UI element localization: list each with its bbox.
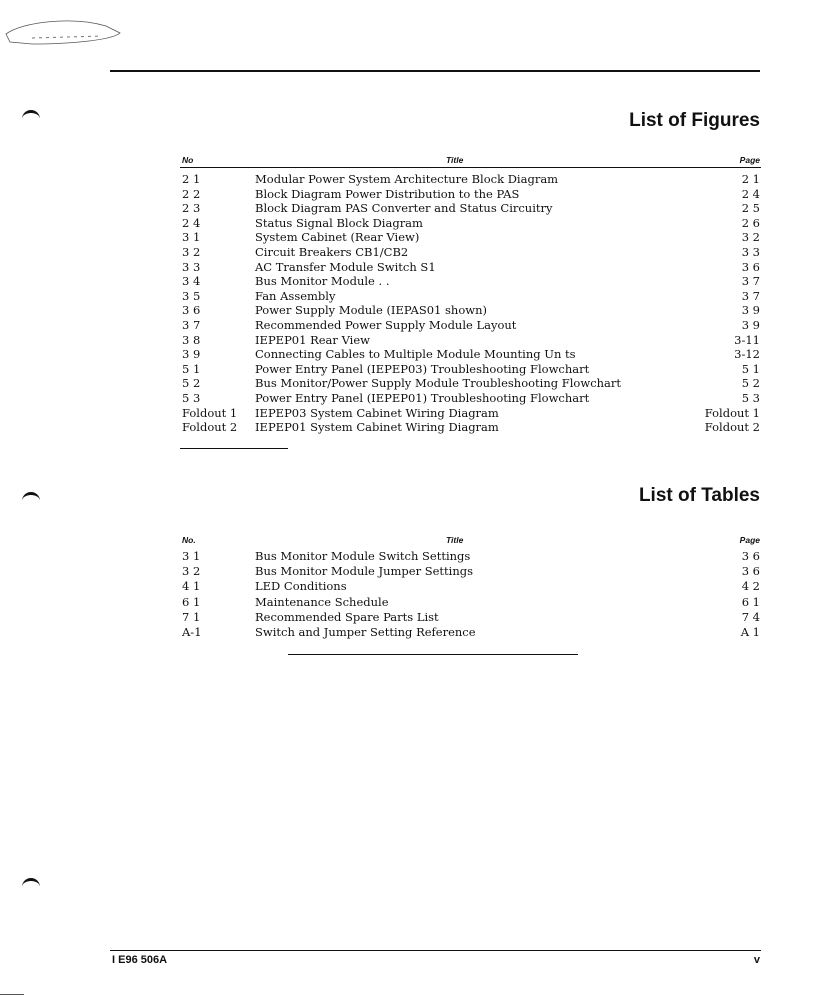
- figures-end-rule: [180, 448, 288, 449]
- tables-end-rule: [288, 654, 578, 655]
- entry-page: 4 2: [741, 579, 760, 594]
- list-row: [0, 362, 815, 377]
- entry-page: 3 7: [741, 274, 760, 289]
- tables-col-title: Title: [446, 535, 464, 545]
- entry-page: 5 3: [741, 391, 760, 405]
- entry-page: 2 1: [741, 172, 760, 186]
- entry-page: 3-12: [734, 347, 760, 362]
- entry-page: 2 6: [741, 215, 760, 230]
- list-row: [0, 347, 815, 362]
- entry-number: 7 1: [182, 609, 201, 624]
- entry-title: Recommended Spare Parts List: [255, 609, 439, 624]
- figures-header-rule: [180, 167, 761, 168]
- list-row: [0, 303, 815, 318]
- tables-heading: List of Tables: [638, 485, 760, 506]
- header-rule: [110, 70, 760, 72]
- entry-title: IEPEP01 System Cabinet Wiring Diagram: [255, 420, 499, 435]
- entry-number: 2 4: [182, 215, 201, 230]
- entry-title: Connecting Cables to Multiple Module Mounting Un ts: [255, 347, 576, 362]
- entry-page: 3 2: [741, 230, 760, 245]
- list-row: [0, 595, 815, 610]
- list-row: [0, 579, 815, 594]
- list-row: [0, 230, 815, 245]
- footer-rule: [110, 950, 761, 951]
- entry-page: 5 2: [741, 376, 760, 391]
- entry-number: A-1: [182, 625, 202, 639]
- figures-col-page: Page: [739, 155, 760, 165]
- entry-page: Foldout 1: [704, 405, 760, 420]
- entry-title: Status Signal Block Diagram: [255, 215, 423, 230]
- entry-title: Bus Monitor Module Jumper Settings: [255, 564, 474, 579]
- list-row: [0, 333, 815, 348]
- entry-number: 5 3: [182, 391, 201, 405]
- tables-col-page: Page: [739, 535, 760, 545]
- list-row: [0, 376, 815, 391]
- entry-number: 6 1: [182, 594, 201, 609]
- document-id: I E96 506A: [112, 954, 168, 966]
- entry-title: Power Entry Panel (IEPEP03) Troubleshooting Flowchart: [255, 361, 590, 376]
- entry-title: System Cabinet (Rear View): [255, 230, 420, 245]
- entry-number: 2 3: [182, 201, 201, 216]
- entry-title: Bus Monitor Module . .: [255, 274, 390, 289]
- list-row: [0, 260, 815, 275]
- entry-title: Power Entry Panel (IEPEP01) Troubleshooting Flowchart: [255, 391, 590, 405]
- entry-page: Foldout 2: [704, 420, 760, 435]
- binder-mark-bottom: [22, 878, 40, 895]
- entry-title: Switch and Jumper Setting Reference: [255, 625, 476, 639]
- entry-page: 3 9: [741, 318, 760, 332]
- entry-title: IEPEP01 Rear View: [255, 332, 370, 347]
- entry-title: Bus Monitor/Power Supply Module Troubleshooting Flowchart: [255, 376, 622, 391]
- entry-number: 3 2: [182, 564, 201, 579]
- list-row: [0, 564, 815, 579]
- entry-page: 3-11: [734, 332, 760, 347]
- entry-number: 3 1: [182, 230, 201, 245]
- list-row: [0, 610, 815, 625]
- entry-title: Bus Monitor Module Switch Settings: [255, 549, 471, 563]
- list-row: [0, 625, 815, 640]
- entry-number: 3 8: [182, 332, 201, 347]
- entry-number: 3 1: [182, 549, 201, 563]
- entry-page: A 1: [740, 625, 760, 639]
- list-row: [0, 274, 815, 289]
- entry-title: Block Diagram PAS Converter and Status Circuitry: [255, 201, 553, 216]
- entry-number: 3 2: [182, 245, 201, 259]
- entry-number: 5 2: [182, 376, 201, 391]
- entry-title: AC Transfer Module Switch S1: [255, 259, 436, 274]
- entry-page: 2 5: [741, 201, 760, 216]
- entry-number: 3 7: [182, 318, 201, 332]
- entry-page: 3 6: [741, 259, 760, 274]
- entry-number: 3 6: [182, 303, 201, 318]
- list-row: [0, 201, 815, 216]
- entry-title: LED Conditions: [255, 579, 347, 594]
- entry-title: Block Diagram Power Distribution to the PAS: [255, 186, 520, 201]
- binder-mark-middle: [22, 492, 40, 509]
- binder-mark-top: [22, 110, 40, 127]
- figures-col-title: Title: [446, 155, 464, 165]
- entry-page: 3 9: [741, 303, 760, 318]
- list-row: [0, 420, 815, 435]
- entry-number: 3 5: [182, 288, 201, 303]
- figures-heading: List of Figures: [629, 110, 760, 131]
- entry-title: Power Supply Module (IEPAS01 shown): [255, 303, 487, 318]
- list-row: [0, 289, 815, 304]
- list-row: [0, 245, 815, 260]
- list-row: [0, 187, 815, 202]
- list-row: [0, 406, 815, 421]
- list-row: [0, 549, 815, 564]
- entry-page: 3 3: [741, 245, 760, 259]
- entry-number: 3 3: [182, 259, 201, 274]
- entry-page: 5 1: [741, 361, 760, 376]
- entry-number: 5 1: [182, 361, 201, 376]
- tables-col-no: No.: [182, 535, 196, 545]
- entry-title: Circuit Breakers CB1/CB2: [255, 245, 409, 259]
- figures-col-no: No: [182, 155, 194, 165]
- entry-page: 3 6: [741, 564, 760, 579]
- entry-title: Modular Power System Architecture Block Diagram: [255, 172, 559, 186]
- entry-number: 3 4: [182, 274, 201, 289]
- list-row: [0, 216, 815, 231]
- page-number: v: [753, 954, 760, 966]
- entry-page: 2 4: [741, 186, 760, 201]
- entry-page: 7 4: [741, 609, 760, 624]
- edge-mark: [0, 994, 24, 995]
- entry-number: Foldout 1: [182, 405, 238, 420]
- entry-number: 2 1: [182, 172, 201, 186]
- entry-number: Foldout 2: [182, 420, 238, 435]
- entry-number: 3 9: [182, 347, 201, 362]
- list-row: [0, 318, 815, 333]
- entry-number: 4 1: [182, 579, 201, 594]
- entry-page: 3 7: [741, 288, 760, 303]
- entry-title: IEPEP03 System Cabinet Wiring Diagram: [255, 405, 499, 420]
- entry-title: Recommended Power Supply Module Layout: [255, 318, 517, 332]
- entry-title: Fan Assembly: [255, 288, 336, 303]
- list-row: [0, 391, 815, 406]
- entry-title: Maintenance Schedule: [255, 594, 389, 609]
- entry-page: 3 6: [741, 549, 760, 563]
- entry-number: 2 2: [182, 186, 201, 201]
- list-row: [0, 172, 815, 187]
- entry-page: 6 1: [741, 594, 760, 609]
- stamp-mark: [2, 14, 122, 48]
